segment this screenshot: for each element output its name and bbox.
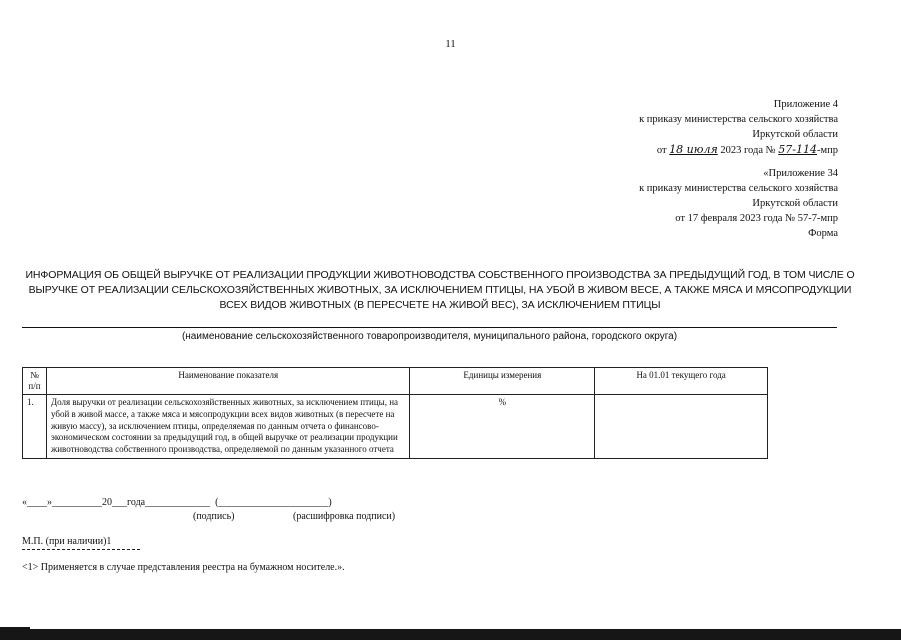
footnote: <1> Применяется в случае представления реестра на бумажном носителе.».	[22, 562, 345, 573]
appendix-line: Приложение 4	[773, 99, 838, 110]
table-row	[23, 395, 768, 459]
signature-caption: (подпись)	[193, 511, 235, 522]
handwritten-number: 57-114	[778, 143, 817, 156]
header-name: Наименование показателя	[46, 368, 410, 395]
signature-decoding-caption: (расшифровка подписи)	[293, 511, 396, 522]
handwritten-date: 18 июля	[669, 143, 718, 156]
table-header-row	[23, 368, 768, 395]
header-unit: Единицы измерения	[410, 368, 595, 395]
footnote-separator	[22, 549, 140, 550]
page-number: 11	[445, 38, 456, 50]
cell-unit: %	[410, 395, 595, 459]
date-middle: 2023 года №	[720, 145, 776, 156]
org-name-caption: (наименование сельскохозяйственного товаропроизводителя, муниципального района, городского округа)	[181, 331, 678, 342]
org-name-line	[22, 327, 837, 328]
appendix-prior-line: Иркутской области	[752, 198, 838, 209]
appendix-prior-header	[639, 166, 838, 241]
appendix-line: Иркутской области	[752, 129, 838, 140]
cell-number: 1.	[23, 395, 47, 459]
appendix-line: к приказу министерства сельского хозяйства	[639, 114, 838, 125]
scan-edge-corner	[0, 627, 30, 640]
signature-line: «____»__________20___года_____________ (______________________)	[22, 497, 332, 508]
cell-name: Доля выручки от реализации сельскохозяйственных животных, за исключением птицы, на убой в живой массе, а также мяса и мясопродукции всех видов животных (в пересчете на живую массу), за исключением птицы, определяемая по данным отчета о финансово-экономическом состоянии за предыдущий год, в общей выручке от реализации продукции животноводства собственного производства, определяемой по данным указанного отчета	[46, 395, 410, 459]
stamp-note: М.П. (при наличии)1	[22, 536, 112, 547]
document-title: ИНФОРМАЦИЯ ОБ ОБЩЕЙ ВЫРУЧКЕ ОТ РЕАЛИЗАЦИИ ПРОДУКЦИИ ЖИВОТНОВОДСТВА СОБСТВЕННОГО ПРОИЗВОДСТВА ЗА ПРЕДЫДУЩИЙ ГОД, В ТОМ ЧИСЛЕ О ВЫРУЧКЕ ОТ РЕАЛИЗАЦИИ СЕЛЬСКОХОЗЯЙСТВЕННЫХ ЖИВОТНЫХ, ЗА ИСКЛЮЧЕНИЕМ ПТИЦЫ, НА УБОЙ В ЖИВОМ ВЕСЕ, А ТАКЖЕ МЯСА И МЯСОПРОДУКЦИИ ВСЕХ ВИДОВ ЖИВОТНЫХ (В ПЕРЕСЧЕТЕ НА ЖИВОЙ ВЕС), ЗА ИСКЛЮЧЕНИЕМ ПТИЦЫ	[25, 269, 855, 311]
appendix-date-line	[639, 142, 838, 158]
appendix-header	[639, 97, 838, 158]
header-value: На 01.01 текущего года	[595, 368, 768, 395]
header-number: № п/п	[23, 368, 47, 395]
scan-edge	[0, 629, 901, 640]
cell-value	[595, 395, 768, 459]
form-label: Форма	[808, 228, 838, 239]
date-suffix: -мпр	[816, 145, 838, 156]
appendix-prior-line: «Приложение 34	[763, 168, 838, 179]
indicator-table	[22, 367, 768, 459]
date-prefix: от	[656, 145, 667, 156]
appendix-prior-line: к приказу министерства сельского хозяйства	[639, 183, 838, 194]
appendix-prior-line: от 17 февраля 2023 года № 57-7-мпр	[675, 213, 838, 224]
